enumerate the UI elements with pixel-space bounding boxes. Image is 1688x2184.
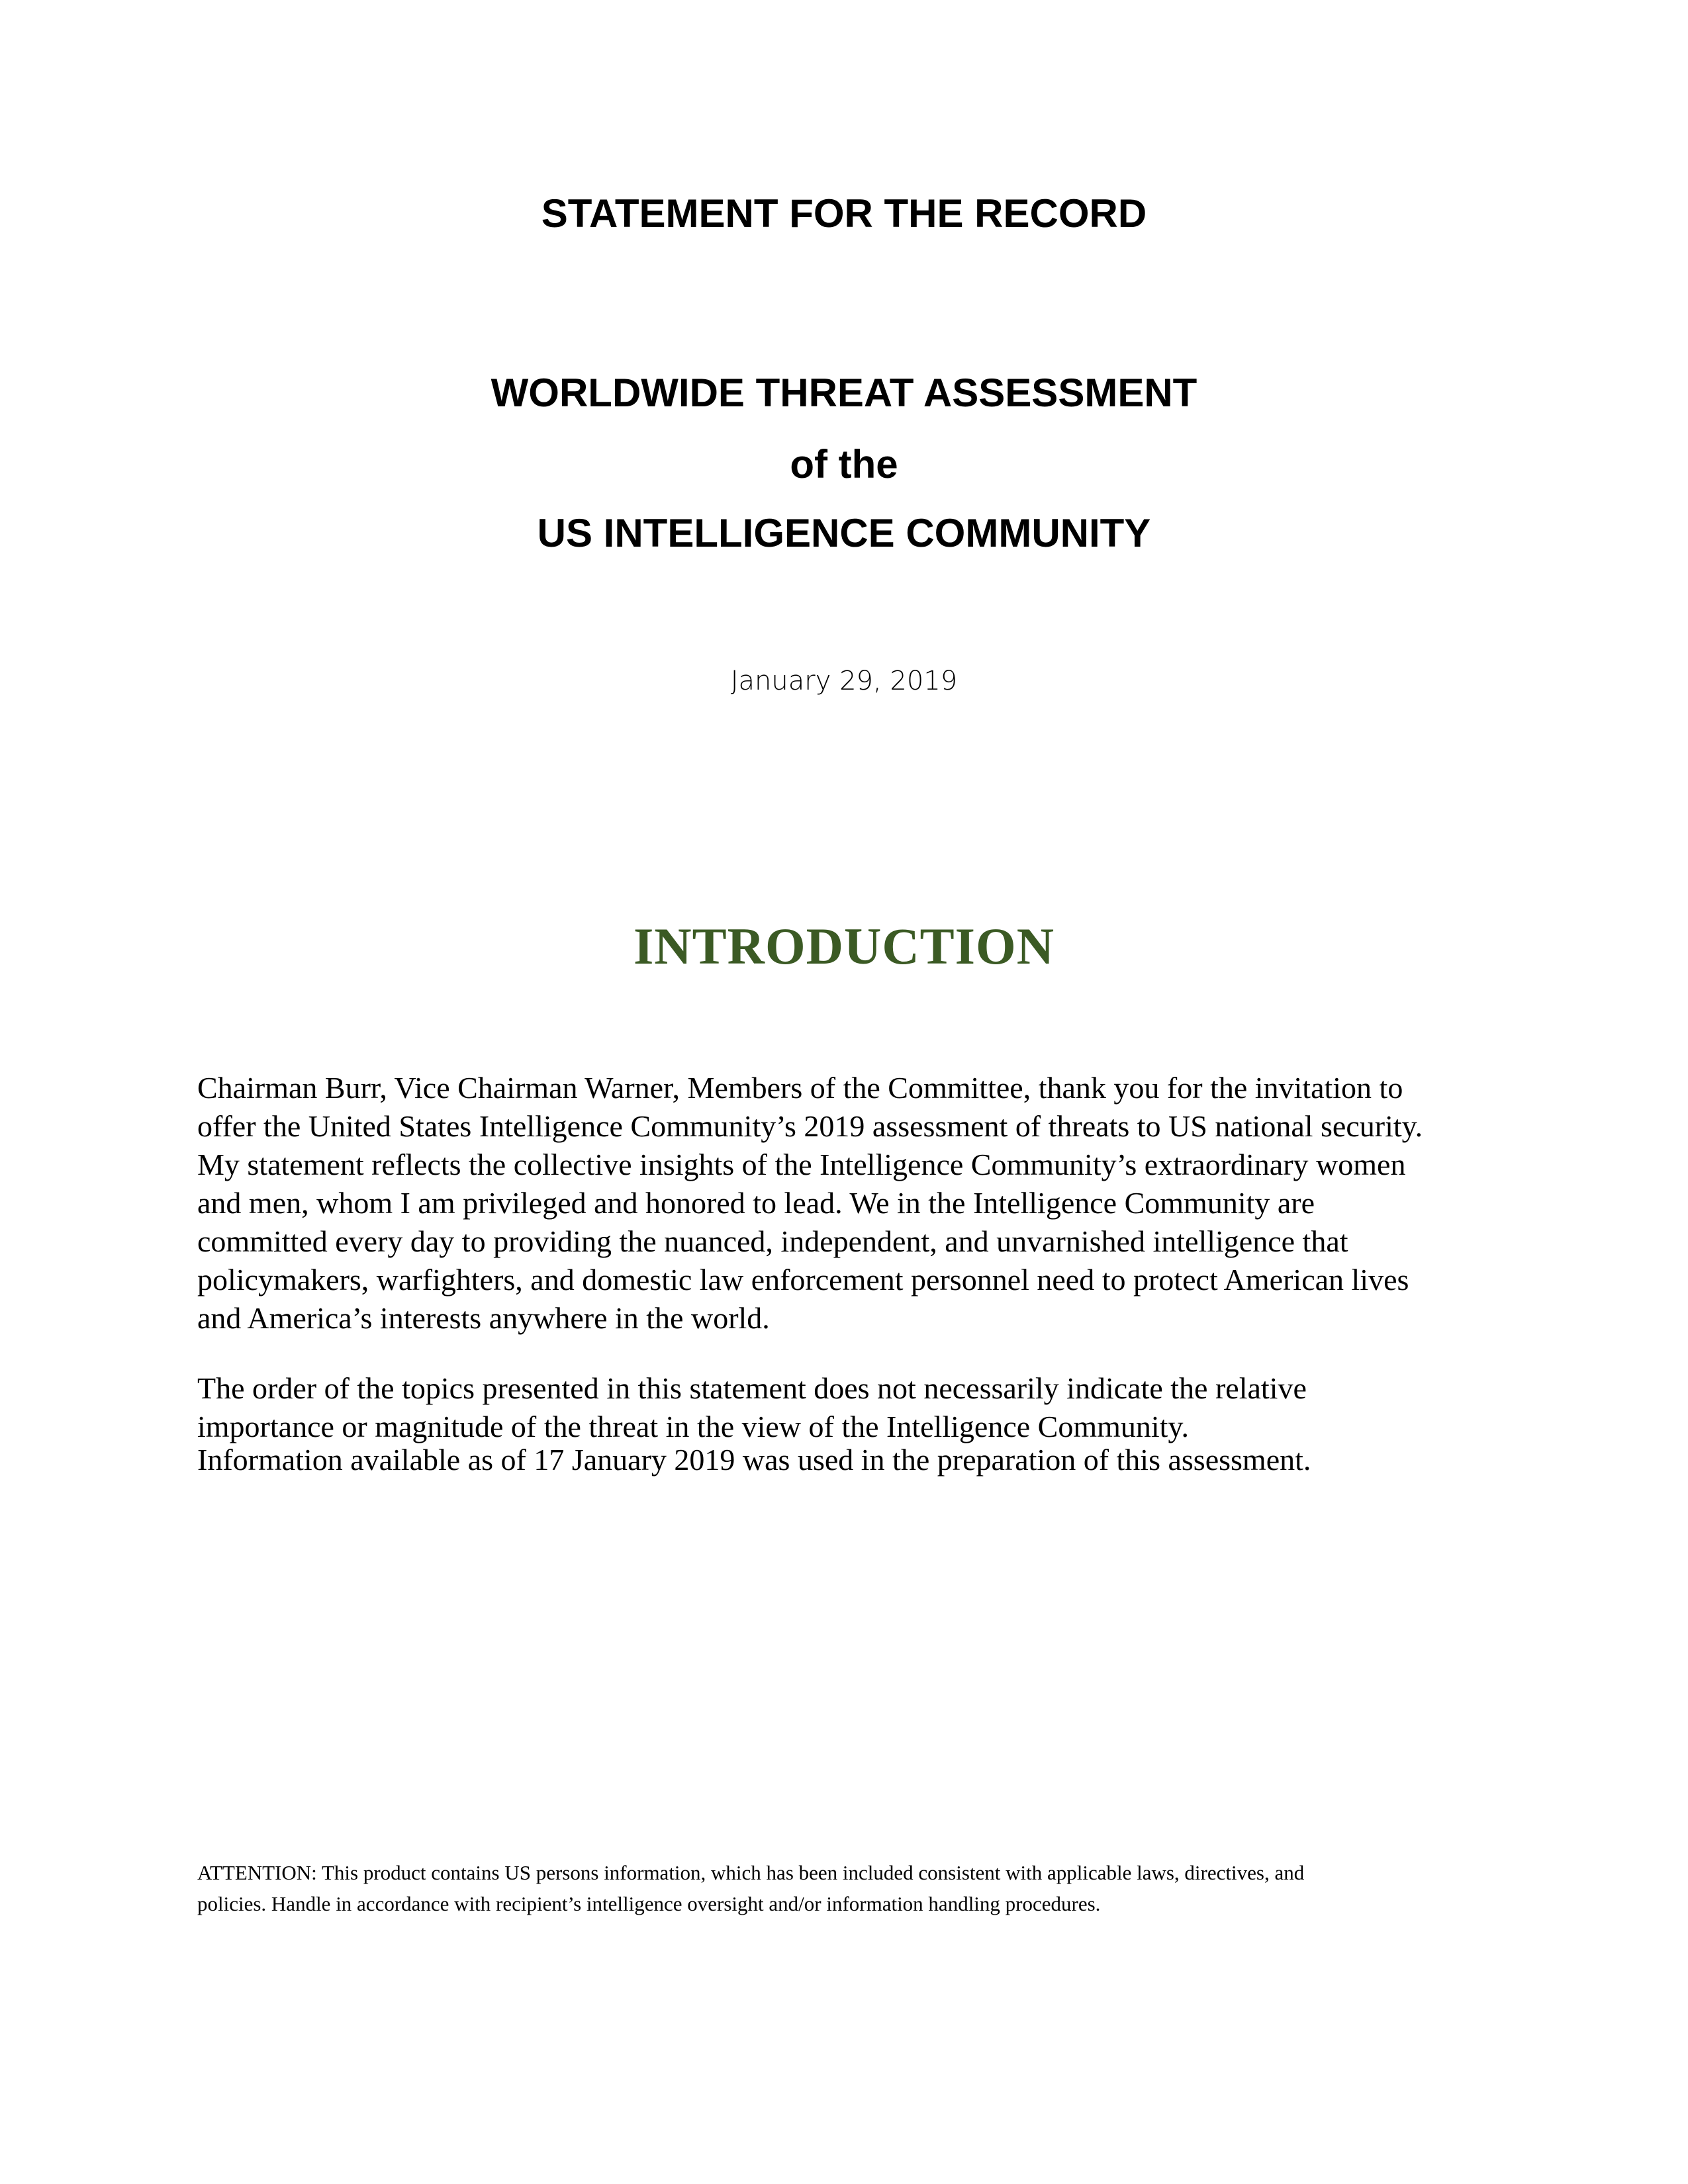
paragraph-line: and men, whom I am privileged and honored to lead. We in the Intelligence Community are	[197, 1186, 1315, 1220]
paragraph-line: My statement reflects the collective insights of the Intelligence Community’s extraordinary women	[197, 1148, 1406, 1181]
paragraph-line: Chairman Burr, Vice Chairman Warner, Members of the Committee, thank you for the invitation to	[197, 1071, 1403, 1105]
statement-heading: STATEMENT FOR THE RECORD	[541, 191, 1147, 236]
document-title-line-2: of the	[790, 442, 898, 486]
notice-line: ATTENTION: This product contains US persons information, which has been included consistent with applicable laws, directives, and	[197, 1861, 1305, 1884]
paragraph-line: and America’s interests anywhere in the world.	[197, 1301, 770, 1335]
paragraph-line: Information available as of 17 January 2019 was used in the preparation of this assessment.	[197, 1443, 1311, 1477]
document-title-line-1: WORLDWIDE THREAT ASSESSMENT	[491, 371, 1197, 415]
paragraph-line: importance or magnitude of the threat in the view of the Intelligence Community.	[197, 1410, 1189, 1443]
notice-line: policies. Handle in accordance with recipient’s intelligence oversight and/or information handling procedures.	[197, 1892, 1101, 1915]
introduction-heading: INTRODUCTION	[633, 917, 1055, 975]
paragraph-line: committed every day to providing the nuanced, independent, and unvarnished intelligence that	[197, 1224, 1348, 1258]
document-title-line-3: US INTELLIGENCE COMMUNITY	[537, 511, 1151, 555]
attention-notice	[197, 1857, 1304, 1919]
document-date: January 29, 2019	[730, 666, 958, 696]
paragraph-line: offer the United States Intelligence Community’s 2019 assessment of threats to US national security.	[197, 1109, 1423, 1143]
paragraph-line: policymakers, warfighters, and domestic law enforcement personnel need to protect American lives	[197, 1263, 1409, 1297]
paragraph-3	[197, 1441, 1311, 1479]
paragraph-1	[197, 1069, 1423, 1338]
paragraph-line: The order of the topics presented in this statement does not necessarily indicate the relative	[197, 1371, 1307, 1405]
paragraph-2	[197, 1369, 1307, 1446]
